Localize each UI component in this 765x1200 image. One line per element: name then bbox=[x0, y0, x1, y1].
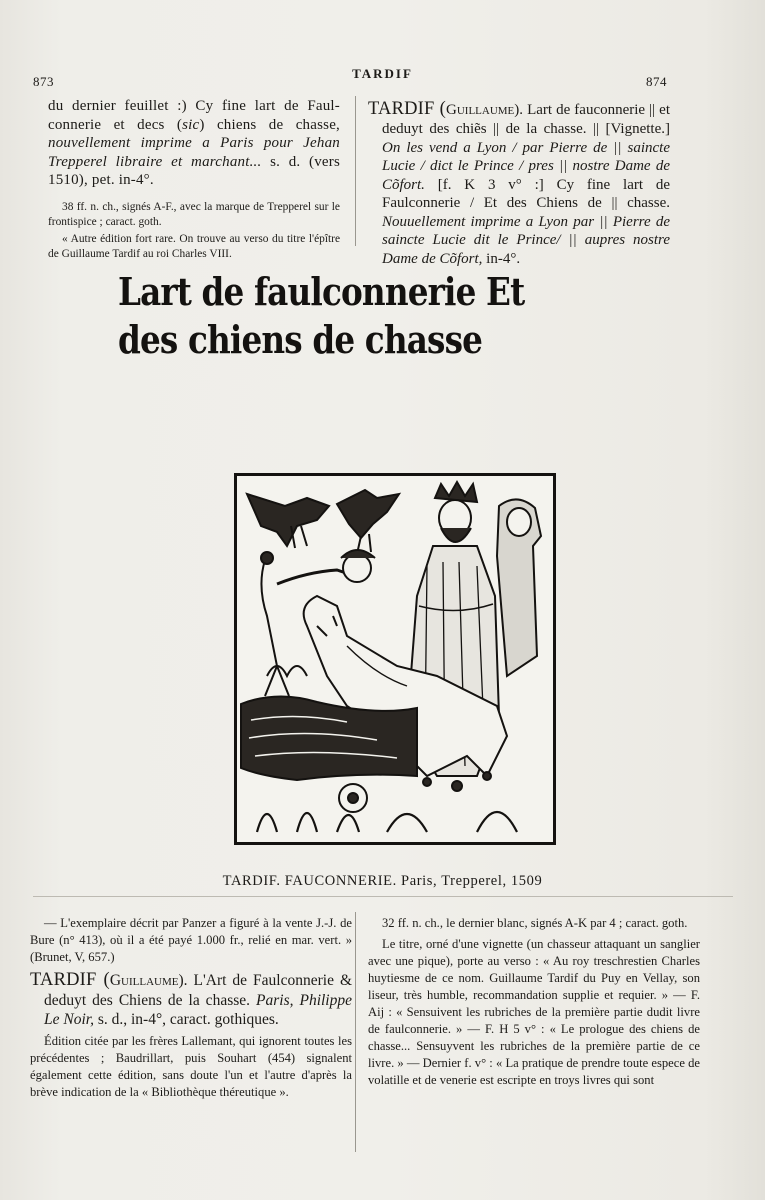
bottom-right-column bbox=[368, 915, 700, 1089]
run: ) chiens de chasse, bbox=[199, 116, 340, 133]
run: s. d., in-4°, caract. gothiques. bbox=[93, 1011, 279, 1028]
top-left-note-2: « Autre édition fort rare. On trouve au verso du titre l'épître de Guillaume Tardif au roi Charles VIII. bbox=[48, 232, 340, 260]
woodcut-drawing bbox=[237, 476, 553, 842]
run: ). L'Art de Faulconnerie & deduyt des Chiens de la chasse. bbox=[44, 972, 353, 1009]
run: ). Lart de fauconnerie || et deduyt des chiẽs || de la chasse. || [Vignette.] bbox=[382, 102, 670, 137]
top-left-column bbox=[48, 97, 340, 262]
run: On les vend a Lyon / par Pierre de || saincte Lucie / dict le Prince / pres || nostre Dame de Cõfort. bbox=[382, 139, 670, 193]
falconer-woodcut-illustration bbox=[234, 473, 556, 845]
caption-rule bbox=[33, 896, 733, 897]
run: Guillaume bbox=[109, 972, 179, 989]
run: Guillaume bbox=[446, 102, 515, 118]
run: Nouuellement imprime a Lyon par || Pierre de saincte Lucie dit le Prince/ || aupres nostre Dame de Cõfort, bbox=[382, 213, 670, 267]
run: sic bbox=[182, 116, 200, 133]
facsimile-title-line-2: des chiens de chasse bbox=[118, 317, 483, 362]
page-number-left: 873 bbox=[33, 74, 54, 89]
run: TARDIF ( bbox=[30, 970, 110, 990]
column-divider-bottom bbox=[355, 912, 356, 1152]
column-divider-top bbox=[355, 96, 356, 246]
run: nouvellement imprime a Paris pour Jehan Trepperel libraire et marchant... bbox=[48, 135, 340, 170]
run: [f. K 3 v° :] Cy fine lart de Faulconnerie / Et des Chiens de || chasse. bbox=[382, 176, 670, 211]
bottom-left-column bbox=[30, 915, 352, 1101]
running-head: TARDIF bbox=[352, 66, 413, 81]
run: Paris, Philippe Le Noir, bbox=[44, 992, 352, 1028]
bottom-left-quote: — L'exemplaire décrit par Panzer a figuré à la vente J.-J. de Bure (n° 413), où il a été payé 1.000 fr., relié en mar. vert. » (Brunet, V, 657.) bbox=[30, 916, 352, 964]
figure-caption: TARDIF. FAUCONNERIE. Paris, Trepperel, 1509 bbox=[222, 873, 543, 889]
facsimile-title bbox=[118, 268, 531, 364]
top-left-paragraph bbox=[48, 97, 340, 190]
bottom-left-note: Édition citée par les frères Lallemant, qui ignorent toutes les précédentes ; Baudrillart, puis Souhart (454) signalent également cette édition, sans doute l'un et l'autre d'après la brève indication de la « Bibliothèque théreutique ». bbox=[30, 1034, 352, 1099]
top-right-entry bbox=[368, 99, 670, 268]
run: connerie et decs ( bbox=[48, 116, 183, 133]
facsimile-title-line-1: Lart de faulconnerie Et bbox=[118, 269, 525, 314]
run: in-4°. bbox=[482, 250, 521, 267]
page-number-right: 874 bbox=[646, 74, 667, 89]
bottom-right-collation: 32 ff. n. ch., le dernier blanc, signés A-K par 4 ; caract. goth. bbox=[382, 916, 688, 930]
top-right-column bbox=[368, 99, 670, 268]
bottom-left-entry bbox=[30, 970, 352, 1029]
run: TARDIF ( bbox=[368, 99, 447, 119]
run: du dernier feuillet :) Cy fine lart de Faul- bbox=[48, 98, 340, 114]
top-left-note-1: 38 ff. n. ch., signés A-F., avec la marque de Trepperel sur le frontispice ; caract. goth. bbox=[48, 200, 340, 228]
run: s. d. (vers 1510), pet. in-4°. bbox=[48, 153, 340, 188]
bottom-right-description: Le titre, orné d'une vignette (un chasseur attaquant un sanglier avec une pique), porte au verso : « Au roy treschrestien Charles huytiesme de ce nom. Guillaume Tardif du Puy en Vellay, son liseur, très humble, recommandation supplie et requier. » — F. Aij : « Sensuivent les rubriches de la première partie dudit livre de faulconnerie. » — F. H 5 v° : « Le prologue des chiens de chasse... Sensuyvent les rubriches de la première partie de ce livre. » — Dernier f. v° : « La pratique de prendre toute espece de volatille et de venerie est escripte en troys livres qui sont bbox=[368, 937, 700, 1087]
